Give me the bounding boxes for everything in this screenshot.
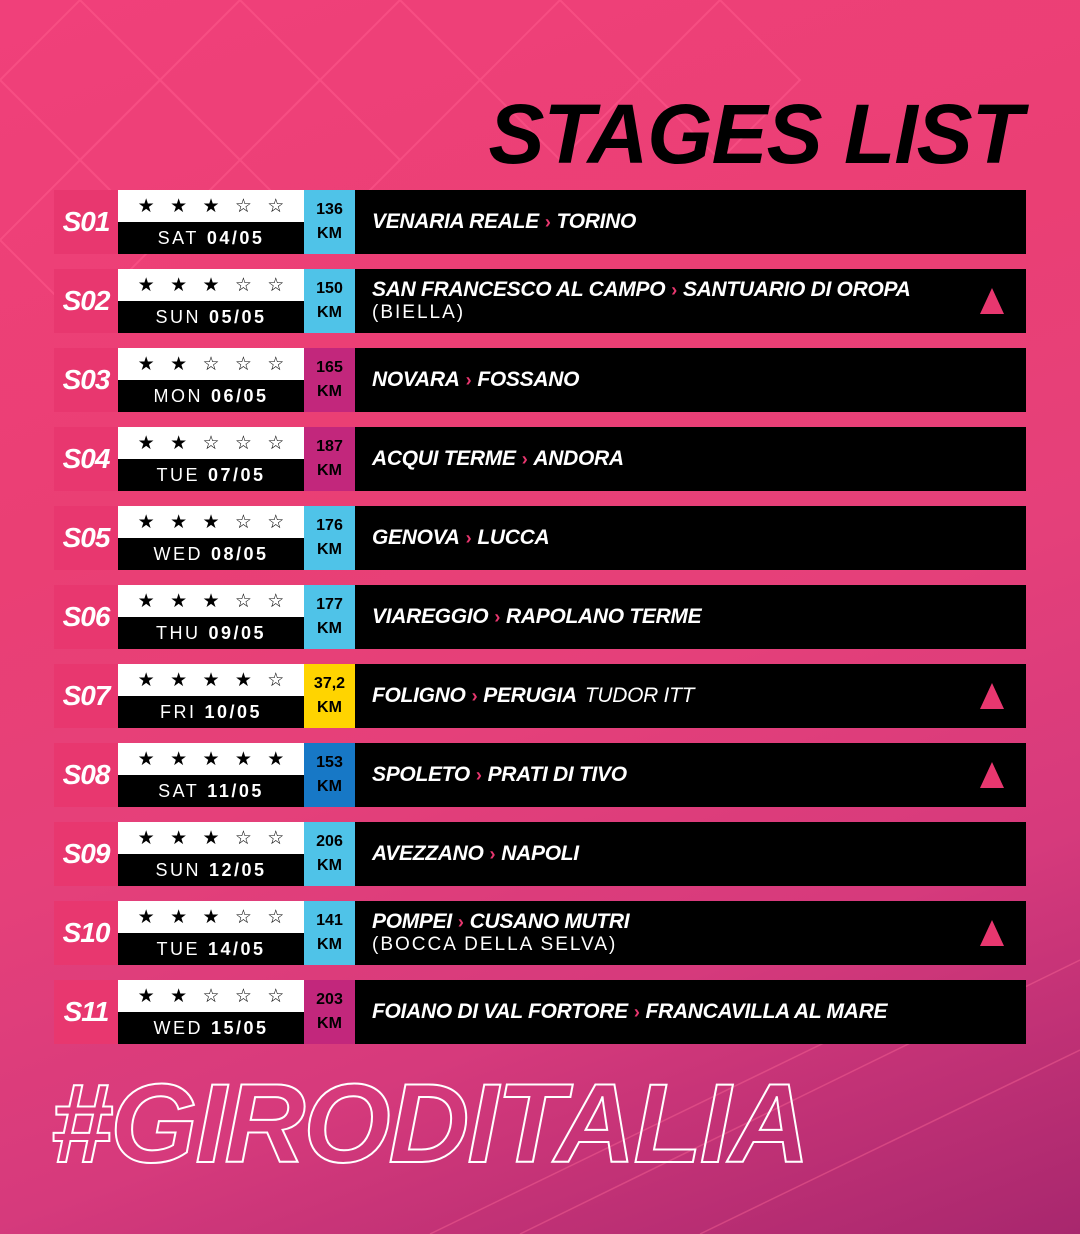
stage-stars — [118, 190, 304, 222]
stage-to: RAPOLANO TERME — [506, 605, 702, 628]
stage-route-box — [355, 822, 1026, 886]
stage-day: MON — [153, 385, 203, 406]
stage-rating — [118, 585, 304, 649]
star-empty-icon: ☆ — [234, 906, 252, 928]
stage-day: WED — [153, 1017, 203, 1038]
star-empty-icon: ☆ — [267, 353, 285, 375]
stage-from: ACQUI TERME — [372, 447, 516, 470]
star-filled-icon: ★ — [137, 511, 155, 533]
stage-route — [372, 526, 1026, 550]
star-empty-icon: ☆ — [234, 827, 252, 849]
stage-from: FOIANO DI VAL FORTORE — [372, 1000, 628, 1023]
star-empty-icon: ☆ — [267, 827, 285, 849]
stage-route — [372, 910, 1026, 934]
stage-distance — [304, 190, 355, 254]
star-filled-icon: ★ — [170, 827, 188, 849]
stage-rating — [118, 427, 304, 491]
mountain-icon — [980, 683, 1004, 709]
chevron-right-icon: › — [465, 370, 472, 390]
stage-stars — [118, 664, 304, 696]
stage-rating — [118, 901, 304, 965]
stage-distance — [304, 269, 355, 333]
stage-from: VIAREGGIO — [372, 605, 489, 628]
stage-km-unit: KM — [317, 857, 342, 874]
stage-row — [54, 743, 1026, 807]
star-filled-icon: ★ — [202, 906, 220, 928]
stage-from: VENARIA REALE — [372, 210, 539, 233]
star-empty-icon: ☆ — [234, 353, 252, 375]
stage-date-value: 14/05 — [207, 938, 266, 959]
mountain-icon — [980, 920, 1004, 946]
stage-rating — [118, 348, 304, 412]
stage-date-value: 07/05 — [207, 464, 266, 485]
stage-route-box — [355, 190, 1026, 254]
stage-to: FOSSANO — [477, 368, 580, 391]
stage-distance — [304, 901, 355, 965]
hashtag: #GIRODITALIA — [50, 1061, 808, 1186]
star-filled-icon: ★ — [234, 748, 252, 770]
stage-km: 203 — [316, 991, 343, 1008]
star-empty-icon: ☆ — [234, 432, 252, 454]
stage-date-value: 04/05 — [206, 227, 265, 248]
chevron-right-icon: › — [544, 212, 551, 232]
stage-route-box — [355, 427, 1026, 491]
stage-date — [118, 1012, 304, 1044]
stage-date-value: 10/05 — [204, 701, 263, 722]
chevron-right-icon: › — [521, 449, 528, 469]
stage-km: 37,2 — [313, 675, 346, 692]
stage-code: S08 — [54, 743, 118, 807]
stage-route-box — [355, 901, 1026, 965]
stage-code: S02 — [54, 269, 118, 333]
star-empty-icon: ☆ — [234, 985, 252, 1007]
stage-km-unit: KM — [317, 462, 342, 479]
stage-extra: TUDOR ITT — [584, 684, 695, 707]
stage-to: LUCCA — [477, 526, 550, 549]
stage-route-box — [355, 269, 1026, 333]
stage-km: 187 — [316, 438, 343, 455]
stage-to: CUSANO MUTRI — [469, 910, 630, 933]
stage-route — [372, 368, 1026, 392]
page-title: STAGES LIST — [488, 87, 1022, 181]
stage-km: 176 — [316, 517, 343, 534]
stage-date-value: 09/05 — [208, 622, 267, 643]
star-filled-icon: ★ — [170, 195, 188, 217]
stage-to: TORINO — [556, 210, 637, 233]
stage-km-unit: KM — [317, 1015, 342, 1032]
stage-rating — [118, 980, 304, 1044]
stage-date — [118, 696, 304, 728]
stages-list — [54, 190, 1026, 1059]
stage-date-value: 08/05 — [210, 543, 269, 564]
star-empty-icon: ☆ — [202, 432, 220, 454]
stage-day: FRI — [159, 701, 197, 722]
stage-to: PERUGIA — [483, 684, 577, 707]
star-filled-icon: ★ — [202, 274, 220, 296]
stage-from: POMPEI — [372, 910, 452, 933]
stage-distance — [304, 743, 355, 807]
stage-route-box — [355, 664, 1026, 728]
stage-rating — [118, 664, 304, 728]
star-filled-icon: ★ — [170, 669, 188, 691]
stage-route — [372, 605, 1026, 629]
stage-row — [54, 585, 1026, 649]
chevron-right-icon: › — [465, 528, 472, 548]
stage-km-unit: KM — [317, 541, 342, 558]
stage-date-value: 11/05 — [207, 780, 264, 801]
stage-route-box — [355, 348, 1026, 412]
stage-code: S11 — [54, 980, 118, 1044]
star-empty-icon: ☆ — [234, 195, 252, 217]
stage-stars — [118, 822, 304, 854]
star-empty-icon: ☆ — [267, 511, 285, 533]
stage-from: FOLIGNO — [372, 684, 466, 707]
stage-rating — [118, 506, 304, 570]
stage-to: PRATI DI TIVO — [487, 763, 627, 786]
stage-date — [118, 617, 304, 649]
stage-row — [54, 269, 1026, 333]
stage-from: SPOLETO — [372, 763, 470, 786]
chevron-right-icon: › — [475, 765, 482, 785]
stage-route — [372, 1000, 1026, 1024]
star-filled-icon: ★ — [202, 590, 220, 612]
stage-day: SAT — [158, 780, 200, 801]
star-filled-icon: ★ — [202, 748, 220, 770]
star-filled-icon: ★ — [137, 195, 155, 217]
star-filled-icon: ★ — [202, 827, 220, 849]
stage-date — [118, 301, 304, 333]
stage-from: GENOVA — [372, 526, 460, 549]
stage-km: 153 — [316, 754, 343, 771]
stage-stars — [118, 506, 304, 538]
stage-km: 165 — [316, 359, 343, 376]
star-empty-icon: ☆ — [267, 432, 285, 454]
stage-row — [54, 822, 1026, 886]
stage-route-box — [355, 506, 1026, 570]
stage-rating — [118, 269, 304, 333]
star-empty-icon: ☆ — [267, 590, 285, 612]
star-filled-icon: ★ — [234, 669, 252, 691]
stage-to: SANTUARIO DI OROPA — [682, 278, 911, 301]
stage-distance — [304, 427, 355, 491]
star-filled-icon: ★ — [170, 906, 188, 928]
stage-stars — [118, 980, 304, 1012]
stage-day: SUN — [155, 859, 201, 880]
star-empty-icon: ☆ — [202, 985, 220, 1007]
stage-code: S06 — [54, 585, 118, 649]
stage-day: WED — [153, 543, 203, 564]
star-filled-icon: ★ — [170, 748, 188, 770]
stage-stars — [118, 269, 304, 301]
stage-date-value: 05/05 — [208, 306, 267, 327]
stage-to: ANDORA — [533, 447, 624, 470]
chevron-right-icon: › — [489, 844, 496, 864]
star-filled-icon: ★ — [170, 590, 188, 612]
star-empty-icon: ☆ — [202, 353, 220, 375]
stage-day: THU — [155, 622, 201, 643]
stage-route-box — [355, 980, 1026, 1044]
stage-day: TUE — [156, 938, 200, 959]
stage-km: 206 — [316, 833, 343, 850]
stage-from: SAN FRANCESCO AL CAMPO — [372, 278, 666, 301]
stage-km-unit: KM — [317, 304, 342, 321]
star-filled-icon: ★ — [137, 274, 155, 296]
stage-to: FRANCAVILLA AL MARE — [645, 1000, 888, 1023]
stage-date — [118, 380, 304, 412]
stage-route — [372, 842, 1026, 866]
stage-code: S07 — [54, 664, 118, 728]
star-empty-icon: ☆ — [234, 590, 252, 612]
stage-day: SAT — [157, 227, 199, 248]
stage-code: S01 — [54, 190, 118, 254]
stage-km: 177 — [316, 596, 343, 613]
stage-distance — [304, 980, 355, 1044]
star-filled-icon: ★ — [170, 353, 188, 375]
stage-row — [54, 506, 1026, 570]
stage-distance — [304, 664, 355, 728]
mountain-icon — [980, 288, 1004, 314]
star-filled-icon: ★ — [137, 669, 155, 691]
stage-stars — [118, 901, 304, 933]
chevron-right-icon: › — [633, 1002, 640, 1022]
stage-km: 136 — [316, 201, 343, 218]
stage-date — [118, 933, 304, 965]
stage-sub: (BIELLA) — [372, 302, 466, 323]
star-filled-icon: ★ — [170, 511, 188, 533]
star-empty-icon: ☆ — [267, 985, 285, 1007]
star-empty-icon: ☆ — [267, 906, 285, 928]
stage-from: AVEZZANO — [372, 842, 484, 865]
stage-route — [372, 210, 1026, 234]
stage-date — [118, 854, 304, 886]
stage-km: 141 — [316, 912, 343, 929]
stage-code: S03 — [54, 348, 118, 412]
stage-row — [54, 664, 1026, 728]
stage-date-value: 15/05 — [210, 1017, 269, 1038]
stage-route-box — [355, 743, 1026, 807]
stage-row — [54, 980, 1026, 1044]
stage-stars — [118, 348, 304, 380]
stage-stars — [118, 585, 304, 617]
star-filled-icon: ★ — [202, 195, 220, 217]
stage-date — [118, 222, 304, 254]
stage-row — [54, 190, 1026, 254]
star-empty-icon: ☆ — [267, 274, 285, 296]
stage-code: S10 — [54, 901, 118, 965]
stage-sub: (BOCCA DELLA SELVA) — [372, 934, 618, 955]
stage-km-unit: KM — [317, 225, 342, 242]
star-filled-icon: ★ — [170, 274, 188, 296]
stage-code: S05 — [54, 506, 118, 570]
chevron-right-icon: › — [471, 686, 478, 706]
stage-rating — [118, 743, 304, 807]
chevron-right-icon: › — [457, 912, 464, 932]
stage-date — [118, 538, 304, 570]
stage-to: NAPOLI — [501, 842, 579, 865]
stage-stars — [118, 743, 304, 775]
star-filled-icon: ★ — [202, 669, 220, 691]
star-empty-icon: ☆ — [234, 274, 252, 296]
stage-rating — [118, 822, 304, 886]
stage-row — [54, 427, 1026, 491]
chevron-right-icon: › — [494, 607, 501, 627]
stage-stars — [118, 427, 304, 459]
stage-date — [118, 459, 304, 491]
stage-from: NOVARA — [372, 368, 460, 391]
star-filled-icon: ★ — [137, 353, 155, 375]
stage-code: S09 — [54, 822, 118, 886]
stage-km: 150 — [316, 280, 343, 297]
star-filled-icon: ★ — [202, 511, 220, 533]
stage-date-value: 06/05 — [210, 385, 269, 406]
mountain-icon — [980, 762, 1004, 788]
star-filled-icon: ★ — [137, 827, 155, 849]
stage-day: TUE — [156, 464, 200, 485]
stage-route — [372, 763, 1026, 787]
stage-date — [118, 775, 304, 807]
stage-km-unit: KM — [317, 778, 342, 795]
stage-day: SUN — [155, 306, 201, 327]
star-empty-icon: ☆ — [234, 511, 252, 533]
star-filled-icon: ★ — [137, 748, 155, 770]
stage-rating — [118, 190, 304, 254]
stage-date-value: 12/05 — [208, 859, 267, 880]
stage-km-unit: KM — [317, 936, 342, 953]
star-empty-icon: ☆ — [267, 669, 285, 691]
stage-km-unit: KM — [317, 383, 342, 400]
stage-distance — [304, 585, 355, 649]
stage-route — [372, 684, 1026, 708]
stage-distance — [304, 822, 355, 886]
star-filled-icon: ★ — [267, 748, 285, 770]
stage-route-box — [355, 585, 1026, 649]
chevron-right-icon: › — [671, 280, 677, 300]
stage-row — [54, 901, 1026, 965]
star-filled-icon: ★ — [137, 985, 155, 1007]
star-filled-icon: ★ — [137, 590, 155, 612]
star-filled-icon: ★ — [137, 906, 155, 928]
star-filled-icon: ★ — [137, 432, 155, 454]
star-filled-icon: ★ — [170, 432, 188, 454]
stage-route — [372, 278, 1026, 302]
stage-km-unit: KM — [317, 620, 342, 637]
star-empty-icon: ☆ — [267, 195, 285, 217]
stage-km-unit: KM — [317, 699, 342, 716]
stage-distance — [304, 348, 355, 412]
stage-distance — [304, 506, 355, 570]
stage-route — [372, 447, 1026, 471]
stage-row — [54, 348, 1026, 412]
star-filled-icon: ★ — [170, 985, 188, 1007]
stage-code: S04 — [54, 427, 118, 491]
